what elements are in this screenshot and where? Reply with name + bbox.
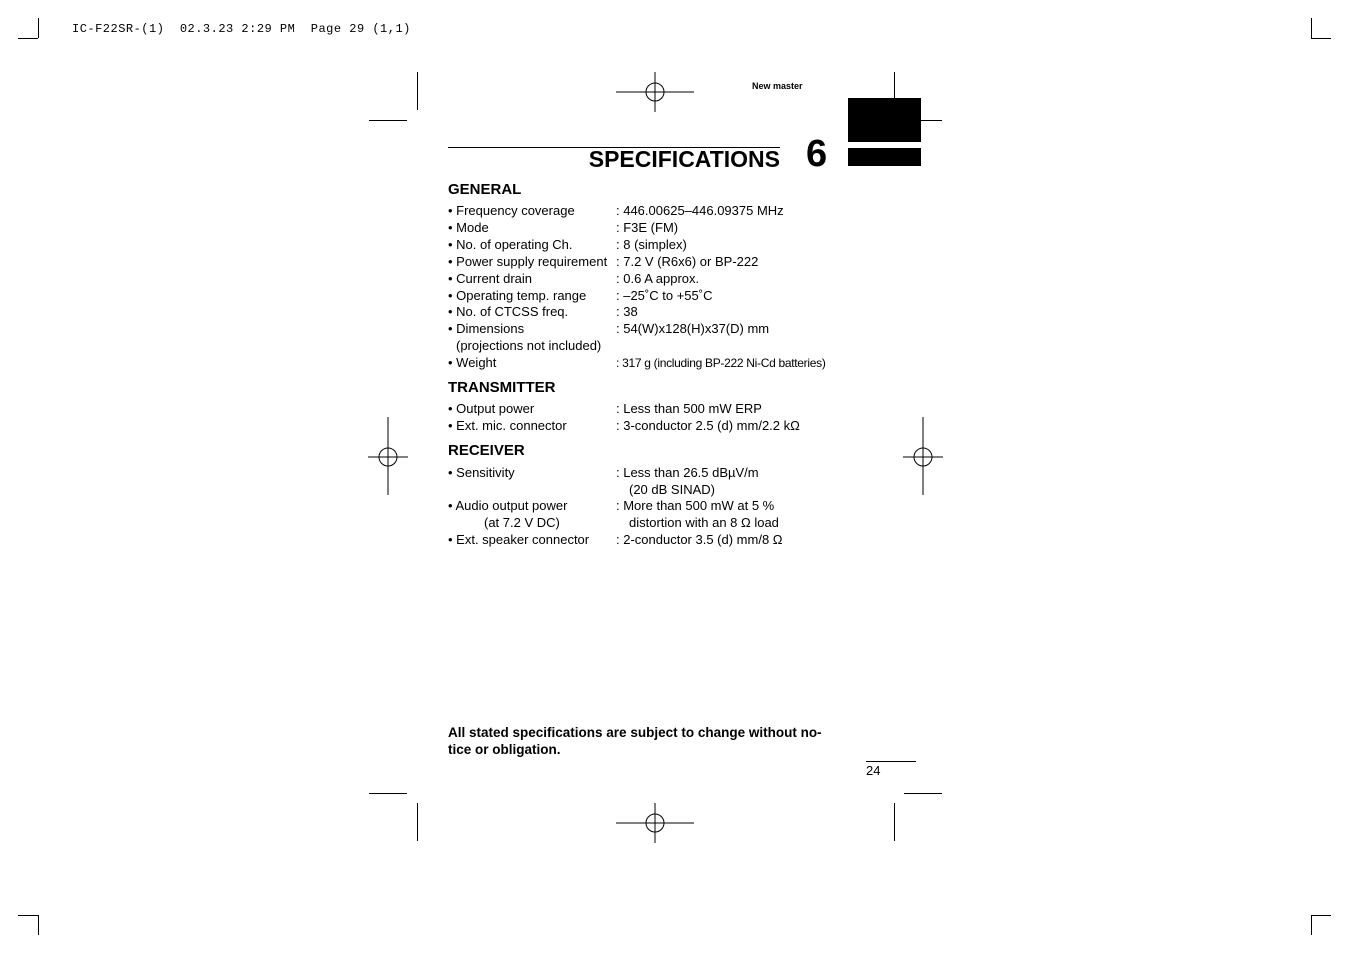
spec-label: • Frequency coverage [448,203,575,218]
chapter-number: 6 [806,133,828,175]
spec-sub-label: (at 7.2 V DC) [484,515,560,530]
specification-notice [448,725,858,758]
registration-mark-right [903,417,943,497]
spec-label: • Audio output power [448,498,568,513]
chapter-tab-block [848,98,921,142]
spec-label: • No. of operating Ch. [448,237,573,252]
section-heading-receiver: RECEIVER [448,442,525,459]
spec-label: • Ext. mic. connector [448,418,567,433]
spec-label: • No. of CTCSS freq. [448,304,569,319]
chapter-tab-bar [848,148,921,166]
section-heading-general: GENERAL [448,181,522,198]
spec-value: : More than 500 mW at 5 % [616,498,775,513]
spec-label: • Operating temp. range [448,288,587,303]
registration-mark-top [616,72,696,112]
spec-label: • Dimensions [448,321,525,336]
spec-value: : Less than 26.5 dBµV/m [616,465,759,480]
spec-value: : F3E (FM) [616,220,679,235]
spec-value: : 0.6 A approx. [616,271,700,286]
spec-value: : 446.00625–446.09375 MHz [616,203,784,218]
spec-label: • Current drain [448,271,533,286]
spec-value: : 317 g (including BP-222 Ni-Cd batteries) [616,356,826,370]
page-title: SPECIFICATIONS [588,146,780,172]
spec-label: • Weight [448,355,497,370]
spec-value: : 2-conductor 3.5 (d) mm/8 Ω [616,532,783,547]
section-heading-transmitter: TRANSMITTER [448,379,556,396]
spec-sub-value: (20 dB SINAD) [629,482,715,497]
registration-mark-bottom [616,803,696,843]
spec-label: • Ext. speaker connector [448,532,590,547]
print-header: IC-F22SR-(1) 02.3.23 2:29 PM Page 29 (1,1) [72,22,411,36]
specification-notice-line: tice or obligation. [448,741,561,757]
page-number-rule [866,761,916,762]
spec-value: : 3-conductor 2.5 (d) mm/2.2 kΩ [616,418,800,433]
spec-value: : 7.2 V (R6x6) or BP-222 [616,254,759,269]
spec-label: • Power supply requirement [448,254,608,269]
registration-mark-left [368,417,408,497]
spec-label: • Sensitivity [448,465,515,480]
master-label: New master [752,81,803,91]
spec-label: • Mode [448,220,489,235]
spec-value: : Less than 500 mW ERP [616,401,762,416]
spec-sub-value: distortion with an 8 Ω load [629,515,779,530]
spec-value: : 8 (simplex) [616,237,687,252]
spec-value: : 38 [616,304,638,319]
page-number: 24 [866,763,881,778]
specification-notice-line: All stated specifications are subject to change without no- [448,725,822,740]
spec-value: : –25˚C to +55˚C [616,288,713,303]
spec-sub-label: (projections not included) [456,338,602,353]
spec-label: • Output power [448,401,535,416]
spec-value: : 54(W)x128(H)x37(D) mm [616,321,770,336]
